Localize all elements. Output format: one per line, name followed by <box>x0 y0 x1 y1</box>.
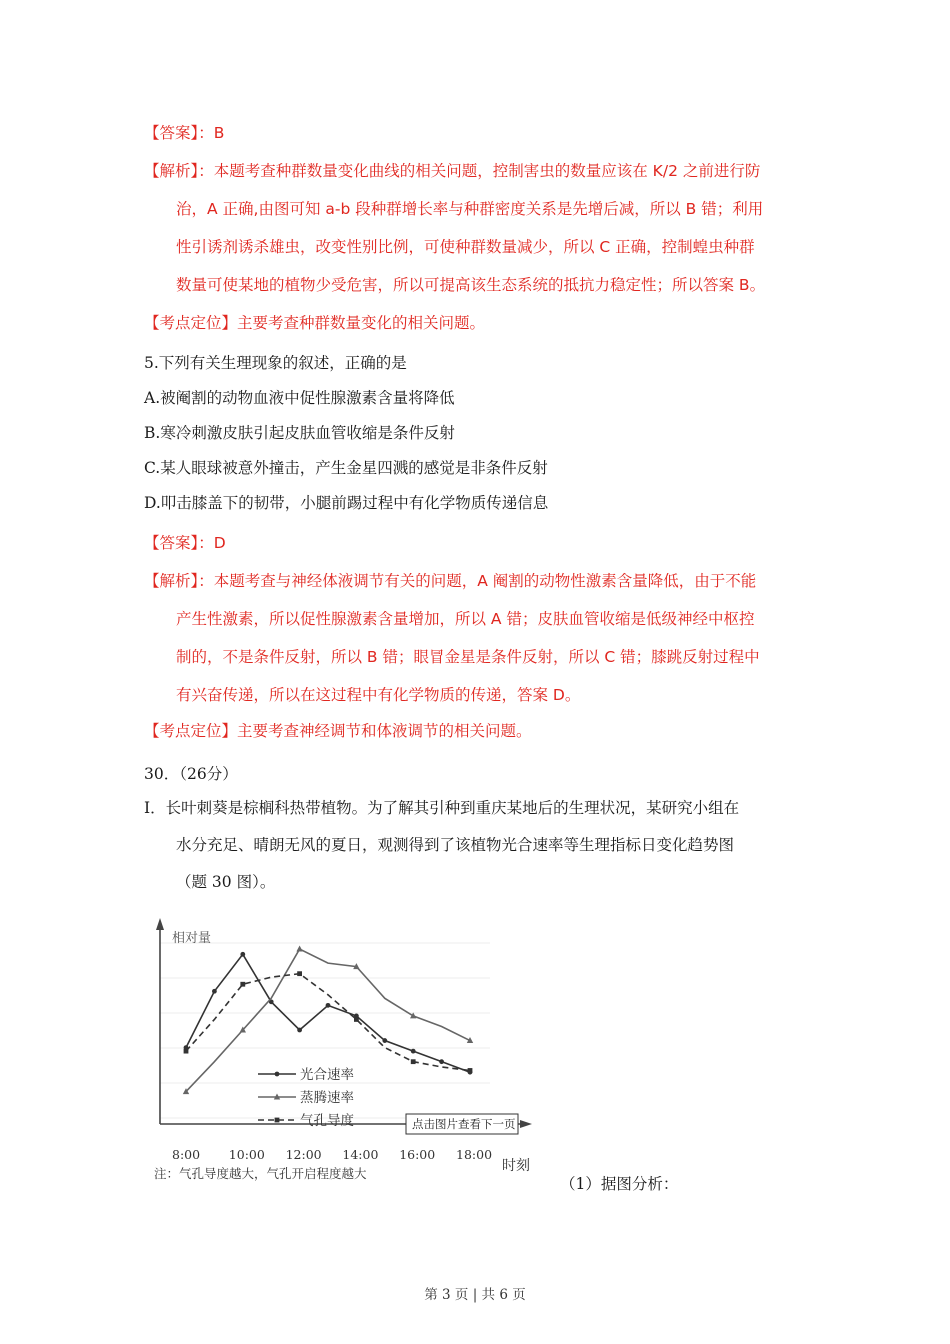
series-point <box>240 982 245 987</box>
next-page-button-label[interactable]: 点击图片查看下一页 <box>412 1117 516 1131</box>
x-tick-label: 14:00 <box>342 1147 379 1162</box>
series-point <box>240 952 245 957</box>
x-tick-label: 8:00 <box>172 1147 201 1162</box>
q5-option-a: A.被阉割的动物血液中促性腺激素含量将降低 <box>144 389 455 407</box>
y-axis-label: 相对量 <box>172 931 212 946</box>
q4-analysis-line-1: 【解析】：本题考查种群数量变化曲线的相关问题，控制害虫的数量应该在 K/2 之前进行防 <box>144 162 761 180</box>
q30-stem-line-2: 水分充足、晴朗无风的夏日，观测得到了该植物光合速率等生理指标日变化趋势图 <box>176 836 735 854</box>
q30-header: 30．（26分） <box>144 765 238 783</box>
legend-marker <box>275 1072 280 1077</box>
series-point <box>297 971 302 976</box>
chart-note: 注：气孔导度越大，气孔开启程度越大 <box>154 1166 367 1181</box>
q4-analysis-line-2: 治，A 正确,由图可知 a-b 段种群增长率与种群密度关系是先增后减，所以 B 错；利用 <box>176 200 764 218</box>
q30-chart <box>150 912 540 1196</box>
q5-stem: 5.下列有关生理现象的叙述，正确的是 <box>144 354 407 372</box>
q5-point: 【考点定位】主要考查神经调节和体液调节的相关问题。 <box>144 722 532 740</box>
x-axis-label: 时刻 <box>502 1158 530 1174</box>
series-point <box>382 1038 387 1043</box>
q4-answer: 【答案】：B <box>144 124 225 142</box>
q5-analysis-line-1: 【解析】：本题考查与神经体液调节有关的问题，A 阉割的动物性激素含量降低，由于不能 <box>144 572 757 590</box>
x-tick-label: 12:00 <box>285 1147 322 1162</box>
legend-label: 蒸腾速率 <box>300 1090 354 1106</box>
q5-answer: 【答案】：D <box>144 534 226 552</box>
q5-option-c: C.某人眼球被意外撞击，产生金星四溅的感觉是非条件反射 <box>144 459 548 477</box>
q4-point: 【考点定位】主要考查种群数量变化的相关问题。 <box>144 314 486 332</box>
q30-stem-line-3: （题 30 图）。 <box>176 873 276 891</box>
q30-sub1: （1）据图分析： <box>560 1175 679 1193</box>
x-tick-label: 18:00 <box>456 1147 493 1162</box>
legend-label: 气孔导度 <box>300 1113 354 1129</box>
page-footer: 第 3 页 | 共 6 页 <box>424 1287 526 1303</box>
series-point <box>296 946 302 952</box>
series-point <box>439 1059 444 1064</box>
series-point <box>411 1059 416 1064</box>
q30-stem-line-1: Ⅰ．长叶刺葵是棕榈科热带植物。为了解其引种到重庆某地后的生理状况，某研究小组在 <box>144 799 740 817</box>
q4-analysis-line-3: 性引诱剂诱杀雄虫，改变性别比例，可使种群数量减少，所以 C 正确，控制蝗虫种群 <box>176 238 755 256</box>
series-point <box>212 989 217 994</box>
series-point <box>354 1017 359 1022</box>
q4-analysis-line-4: 数量可使某地的植物少受危害，所以可提高该生态系统的抵抗力稳定性；所以答案 B。 <box>176 276 766 294</box>
x-tick-label: 10:00 <box>228 1147 265 1162</box>
series-point <box>411 1049 416 1054</box>
series-point <box>326 1003 331 1008</box>
series-point <box>184 1049 189 1054</box>
q5-analysis-line-2: 产生性激素，所以促性腺激素含量增加，所以 A 错；皮肤血管收缩是低级神经中枢控 <box>176 610 755 628</box>
chart-legend <box>258 1066 354 1129</box>
series-point <box>297 1028 302 1033</box>
q5-analysis-line-4: 有兴奋传递，所以在这过程中有化学物质的传递，答案 D。 <box>176 686 581 704</box>
legend-label: 光合速率 <box>300 1067 354 1083</box>
legend-marker <box>275 1118 280 1123</box>
x-tick-labels <box>172 1147 492 1162</box>
y-axis-arrow-icon <box>156 918 164 930</box>
q5-option-b: B.寒冷刺激皮肤引起皮肤血管收缩是条件反射 <box>144 424 455 442</box>
x-axis-arrow-icon <box>520 1120 532 1128</box>
q5-analysis-line-3: 制的，不是条件反射，所以 B 错；眼冒金星是条件反射，所以 C 错；膝跳反射过程中 <box>176 648 760 666</box>
q5-option-d: D.叩击膝盖下的韧带，小腿前踢过程中有化学物质传递信息 <box>144 494 549 512</box>
x-tick-label: 16:00 <box>399 1147 436 1162</box>
series-point <box>468 1068 473 1073</box>
